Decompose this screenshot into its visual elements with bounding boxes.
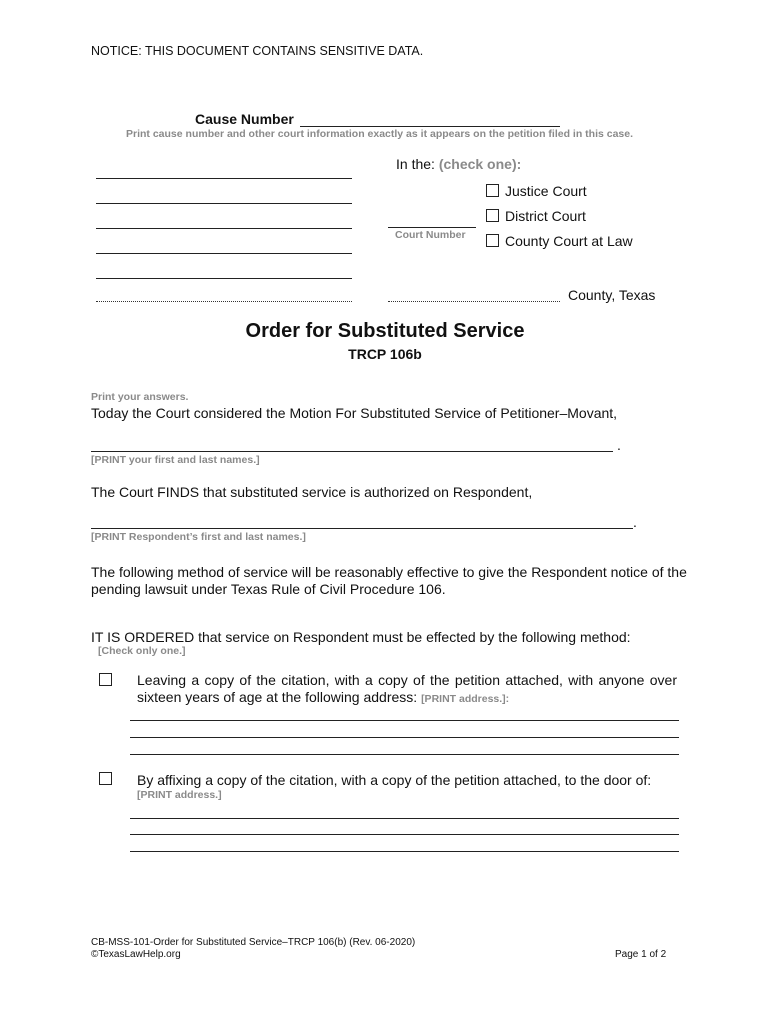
cause-number-label: Cause Number <box>195 111 294 127</box>
county-name-field[interactable] <box>388 301 560 302</box>
cause-number-field[interactable] <box>300 126 560 127</box>
party-line-2[interactable] <box>96 203 352 204</box>
option-affix-door-address-hint: [PRINT address.] <box>137 789 222 801</box>
check-only-one-hint: [Check only one.] <box>98 645 186 657</box>
justice-court-label: Justice Court <box>505 183 587 199</box>
respondent-name-hint: [PRINT Respondent’s first and last names.] <box>91 531 306 543</box>
option-leave-copy-checkbox[interactable] <box>99 673 112 686</box>
respondent-name-field[interactable] <box>91 528 633 529</box>
footer-form-id: CB-MSS-101-Order for Substituted Service–TRCP 106(b) (Rev. 06-2020) <box>91 937 416 948</box>
district-court-label: District Court <box>505 208 586 224</box>
option-leave-copy-text: sixteen years of age at the following address: <box>137 689 418 705</box>
document-subtitle: TRCP 106b <box>348 346 422 362</box>
paragraph-method-line-2: pending lawsuit under Texas Rule of Civil Procedure 106. <box>91 581 446 597</box>
cause-number-hint: Print cause number and other court information exactly as it appears on the petition filed in this case. <box>126 128 634 140</box>
check-one-hint: (check one): <box>438 156 522 172</box>
option-2-address-line-2[interactable] <box>130 834 679 835</box>
respondent-period: . <box>633 514 637 530</box>
option-1-address-line-1[interactable] <box>130 720 679 721</box>
county-court-at-law-label: County Court at Law <box>505 233 633 249</box>
county-court-at-law-checkbox[interactable] <box>486 234 499 247</box>
party-line-6[interactable] <box>96 301 352 302</box>
district-court-checkbox[interactable] <box>486 209 499 222</box>
party-line-3[interactable] <box>96 228 352 229</box>
court-number-field[interactable] <box>388 227 476 228</box>
sensitive-data-notice: NOTICE: THIS DOCUMENT CONTAINS SENSITIVE DATA. <box>91 44 424 58</box>
footer-copyright: ©TexasLawHelp.org <box>91 949 181 960</box>
petitioner-name-field[interactable] <box>91 451 613 452</box>
option-1-address-line-2[interactable] <box>130 737 679 738</box>
option-leave-copy-line-2 <box>137 689 509 705</box>
ordered-statement: IT IS ORDERED that service on Respondent must be effected by the following method: <box>91 629 631 645</box>
option-leave-copy-address-hint: [PRINT address.]: <box>421 693 510 705</box>
option-2-address-line-3[interactable] <box>130 851 679 852</box>
paragraph-method-line-1: The following method of service will be reasonably effective to give the Respondent notice of the <box>91 564 687 580</box>
option-affix-door-text: By affixing a copy of the citation, with a copy of the petition attached, to the door of: <box>137 772 652 788</box>
option-2-address-line-1[interactable] <box>130 818 679 819</box>
in-the-label: In the: <box>396 156 435 172</box>
petitioner-period: . <box>617 437 621 453</box>
paragraph-findings: The Court FINDS that substituted service is authorized on Respondent, <box>91 484 533 500</box>
option-affix-door-checkbox[interactable] <box>99 772 112 785</box>
county-texas-label: County, Texas <box>568 287 656 303</box>
justice-court-checkbox[interactable] <box>486 184 499 197</box>
party-line-5[interactable] <box>96 278 352 279</box>
court-selector-label <box>396 156 521 172</box>
document-title: Order for Substituted Service <box>245 320 525 342</box>
option-leave-copy-line-1: Leaving a copy of the citation, with a copy of the petition attached, with anyone over <box>137 672 677 688</box>
party-line-4[interactable] <box>96 253 352 254</box>
footer-page-number: Page 1 of 2 <box>615 949 667 960</box>
paragraph-petitioner: Today the Court considered the Motion For Substituted Service of Petitioner–Movant, <box>91 405 618 421</box>
petitioner-name-hint: [PRINT your first and last names.] <box>91 454 260 466</box>
court-number-label: Court Number <box>395 229 466 241</box>
option-1-address-line-3[interactable] <box>130 754 679 755</box>
party-line-1[interactable] <box>96 178 352 179</box>
print-answers-hint: Print your answers. <box>91 391 189 403</box>
